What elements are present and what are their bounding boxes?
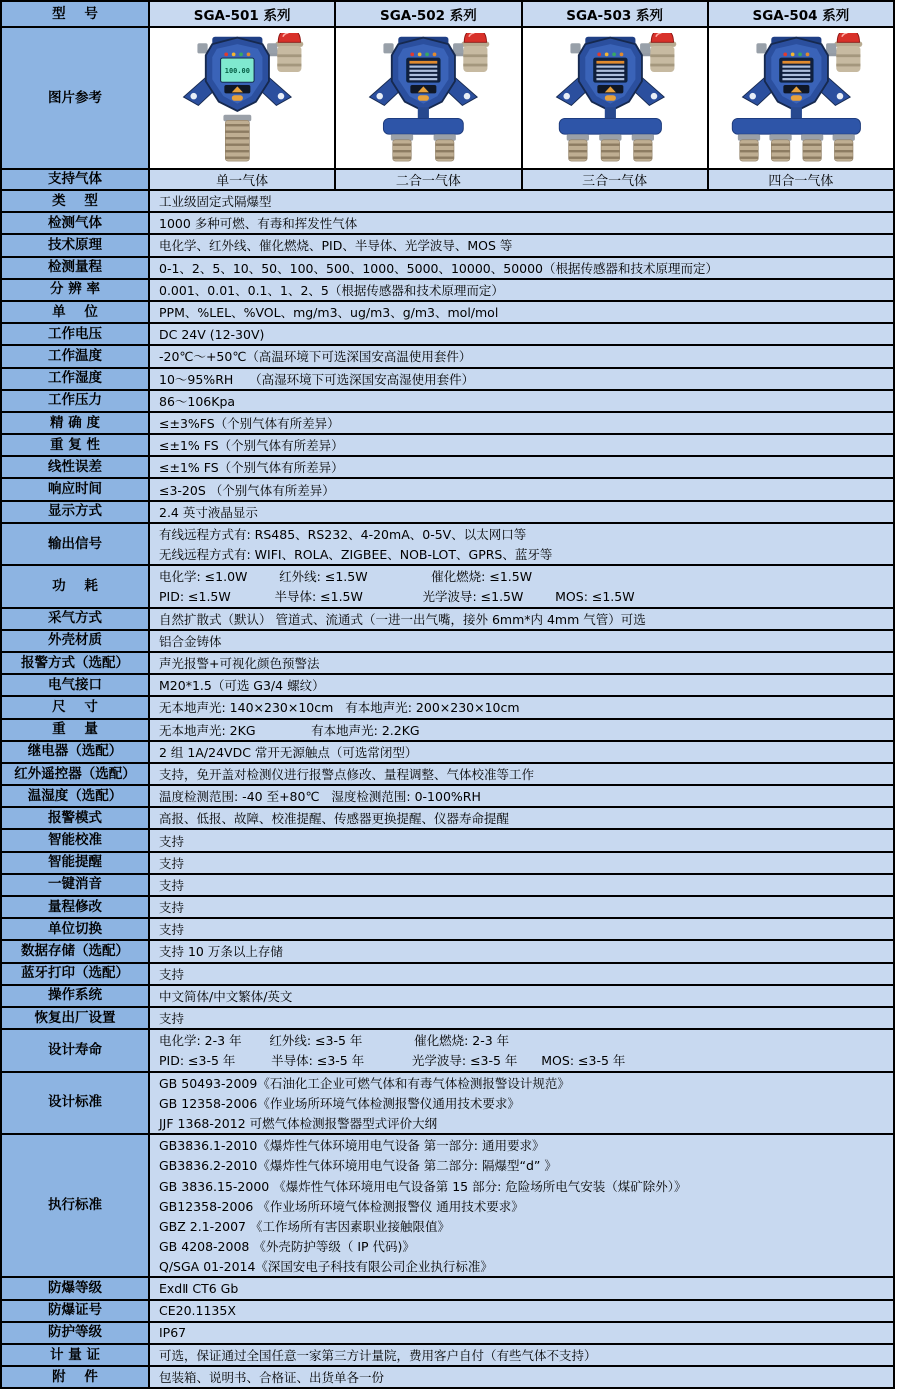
spec-row-value xyxy=(150,853,893,873)
spec-row-value xyxy=(150,830,893,850)
spec-row-value xyxy=(150,191,893,211)
spec-row-value xyxy=(150,742,893,762)
spec-row-label: 技术原理 xyxy=(2,235,148,255)
spec-value-line: 支持 10 万条以上存储 xyxy=(159,944,283,960)
gas-detector-illustration-2-probe xyxy=(344,33,512,163)
spec-row xyxy=(2,502,893,522)
spec-value-line: 支持 xyxy=(159,855,185,871)
spec-row xyxy=(2,235,893,255)
spec-row xyxy=(2,1008,893,1028)
spec-row xyxy=(2,830,893,850)
spec-row-value xyxy=(150,919,893,939)
gas-detector-illustration-4-probe xyxy=(717,33,885,163)
spec-value-line: GB3836.2-2010《爆炸性气体环境用电气设备 第二部分: 隔爆型“d” 》 xyxy=(159,1158,557,1174)
model-header-row xyxy=(2,2,893,26)
spec-row-value xyxy=(150,631,893,651)
spec-value-line: JJF 1368-2012 可燃气体检测报警器型式评价大纲 xyxy=(159,1115,438,1131)
spec-row-label: 工作湿度 xyxy=(2,369,148,389)
spec-row xyxy=(2,808,893,828)
spec-row xyxy=(2,853,893,873)
spec-row xyxy=(2,631,893,651)
spec-row xyxy=(2,1278,893,1298)
spec-row-label: 防爆证号 xyxy=(2,1301,148,1321)
spec-row-label: 一键消音 xyxy=(2,875,148,895)
spec-row-value xyxy=(150,720,893,740)
spec-row-label: 报警方式（选配） xyxy=(2,653,148,673)
spec-row-value xyxy=(150,1135,893,1276)
spec-row xyxy=(2,897,893,917)
spec-rows xyxy=(2,191,893,1387)
spec-value-line: 工业级固定式隔爆型 xyxy=(159,194,272,210)
spec-row-label: 单 位 xyxy=(2,302,148,322)
spec-row xyxy=(2,919,893,939)
image-row-label: 图片参考 xyxy=(2,28,148,168)
spec-row-label: 红外遥控器（选配） xyxy=(2,764,148,784)
spec-row-label: 检测量程 xyxy=(2,258,148,278)
spec-row-label: 蓝牙打印（选配） xyxy=(2,964,148,984)
spec-value-line: GB3836.1-2010《爆炸性气体环境用电气设备 第一部分: 通用要求》 xyxy=(159,1138,545,1154)
spec-row-value xyxy=(150,1345,893,1365)
spec-row-label: 计 量 证 xyxy=(2,1345,148,1365)
spec-value-line: ≤±3%FS（个别气体有所差异） xyxy=(159,415,340,431)
spec-row xyxy=(2,609,893,629)
spec-value-line: PPM、%LEL、%VOL、mg/m3、ug/m3、g/m3、mol/mol xyxy=(159,305,499,321)
spec-row-value xyxy=(150,1030,893,1070)
spec-row xyxy=(2,1030,893,1070)
spec-row-value xyxy=(150,764,893,784)
spec-row-value xyxy=(150,280,893,300)
spec-value-line: DC 24V (12-30V) xyxy=(159,326,265,342)
spec-row-value xyxy=(150,1323,893,1343)
spec-row-value xyxy=(150,808,893,828)
spec-value-line: 支持 xyxy=(159,922,185,938)
spec-value-line: ≤±1% FS（个别气体有所差异） xyxy=(159,438,344,454)
spec-row xyxy=(2,191,893,211)
gas-detector-illustration-1-probe xyxy=(158,33,326,163)
spec-row-value xyxy=(150,324,893,344)
spec-row-value xyxy=(150,1008,893,1028)
spec-row-label: 温湿度（选配） xyxy=(2,786,148,806)
spec-row-label: 精 确 度 xyxy=(2,413,148,433)
spec-row-value xyxy=(150,213,893,233)
product-image-sga-503 xyxy=(523,28,707,168)
spec-row xyxy=(2,213,893,233)
spec-value-line: 自然扩散式（默认） 管道式、流通式（一进一出气嘴，接外 6mm*内 4mm 气管）可选 xyxy=(159,611,646,627)
spec-value-line: 包装箱、说明书、合格证、出货单各一份 xyxy=(159,1370,385,1386)
spec-row-value xyxy=(150,391,893,411)
spec-value-line: -20℃～+50℃（高温环境下可选深国安高温使用套件） xyxy=(159,349,472,365)
spec-value-line: 86～106Kpa xyxy=(159,393,236,409)
spec-row-label: 功 耗 xyxy=(2,566,148,606)
spec-value-line: PID: ≤3-5 年 半导体: ≤3-5 年 光学波导: ≤3-5 年 MOS: ≤3-5 年 xyxy=(159,1053,626,1069)
spec-row xyxy=(2,346,893,366)
spec-row-value xyxy=(150,479,893,499)
spec-row-label: 设计寿命 xyxy=(2,1030,148,1070)
spec-row-label: 智能校准 xyxy=(2,830,148,850)
spec-row-value xyxy=(150,346,893,366)
gas-detector-illustration-3-probe xyxy=(531,33,699,163)
spec-row xyxy=(2,302,893,322)
spec-row-value xyxy=(150,502,893,522)
spec-row xyxy=(2,675,893,695)
spec-row-label: 线性误差 xyxy=(2,457,148,477)
gas-type-sga-503: 三合一气体 xyxy=(523,170,707,189)
gas-row-label: 支持气体 xyxy=(2,170,148,189)
spec-row xyxy=(2,1345,893,1365)
spec-row-label: 恢复出厂设置 xyxy=(2,1008,148,1028)
spec-row-value xyxy=(150,413,893,433)
spec-row-label: 分 辨 率 xyxy=(2,280,148,300)
spec-value-line: 电化学、红外线、催化燃烧、PID、半导体、光学波导、MOS 等 xyxy=(159,238,513,254)
spec-row xyxy=(2,941,893,961)
gas-type-sga-504: 四合一气体 xyxy=(709,170,893,189)
spec-row-label: 检测气体 xyxy=(2,213,148,233)
image-row xyxy=(2,28,893,168)
spec-row-value xyxy=(150,524,893,564)
spec-value-line: 0-1、2、5、10、50、100、500、1000、5000、10000、50000（根据传感器和技术原理而定） xyxy=(159,260,719,276)
spec-row-value xyxy=(150,675,893,695)
spec-value-line: GB12358-2006 《作业场所环境气体检测报警仪 通用技术要求》 xyxy=(159,1198,524,1214)
spec-row-value xyxy=(150,609,893,629)
product-image-sga-504 xyxy=(709,28,893,168)
spec-row xyxy=(2,1367,893,1387)
product-image-sga-502 xyxy=(336,28,520,168)
series-header-sga-503: SGA-503 系列 xyxy=(523,2,707,26)
spec-row-value xyxy=(150,1367,893,1387)
spec-row-label: 量程修改 xyxy=(2,897,148,917)
spec-row xyxy=(2,435,893,455)
spec-row xyxy=(2,653,893,673)
spec-row-label: 显示方式 xyxy=(2,502,148,522)
spec-row xyxy=(2,1073,893,1134)
spec-row-value xyxy=(150,986,893,1006)
spec-row-label: 附 件 xyxy=(2,1367,148,1387)
spec-value-line: GB 3836.15-2000 《爆炸性气体环境用电气设备第 15 部分: 危险场所电气安装（煤矿除外）》 xyxy=(159,1178,687,1194)
spec-value-line: 声光报警+可视化颜色预警法 xyxy=(159,656,320,672)
spec-row-value xyxy=(150,653,893,673)
spec-row-label: 防爆等级 xyxy=(2,1278,148,1298)
spec-row xyxy=(2,258,893,278)
spec-value-line: 10～95%RH （高湿环境下可选深国安高湿使用套件） xyxy=(159,371,475,387)
spec-row-label: 工作压力 xyxy=(2,391,148,411)
spec-row xyxy=(2,524,893,564)
model-row-label: 型 号 xyxy=(2,2,148,26)
spec-value-line: 电化学: 2-3 年 红外线: ≤3-5 年 催化燃烧: 2-3 年 xyxy=(159,1033,510,1049)
spec-value-line: GB 50493-2009《石油化工企业可燃气体和有毒气体检测报警设计规范》 xyxy=(159,1075,570,1091)
gas-type-sga-501: 单一气体 xyxy=(150,170,334,189)
spec-value-line: 支持 xyxy=(159,877,185,893)
spec-row-label: 报警模式 xyxy=(2,808,148,828)
spec-row xyxy=(2,986,893,1006)
spec-row-label: 继电器（选配） xyxy=(2,742,148,762)
spec-row-label: 工作电压 xyxy=(2,324,148,344)
spec-row xyxy=(2,964,893,984)
spec-value-line: GB 12358-2006《作业场所环境气体检测报警仪通用技术要求》 xyxy=(159,1095,520,1111)
spec-row-label: 数据存储（选配） xyxy=(2,941,148,961)
spec-row-label: 工作温度 xyxy=(2,346,148,366)
spec-value-line: 电化学: ≤1.0W 红外线: ≤1.5W 催化燃烧: ≤1.5W xyxy=(159,569,533,585)
spec-row-value xyxy=(150,235,893,255)
spec-value-line: ≤3-20S （个别气体有所差异） xyxy=(159,482,335,498)
spec-value-line: 支持 xyxy=(159,900,185,916)
spec-row xyxy=(2,875,893,895)
spec-row-label: 尺 寸 xyxy=(2,697,148,717)
spec-row-label: 类 型 xyxy=(2,191,148,211)
spec-row-value xyxy=(150,1301,893,1321)
spec-value-line: 中文简体/中文繁体/英文 xyxy=(159,988,293,1004)
spec-row-label: 重 量 xyxy=(2,720,148,740)
spec-row-value xyxy=(150,258,893,278)
spec-value-line: 铝合金铸体 xyxy=(159,633,222,649)
spec-row-label: 外壳材质 xyxy=(2,631,148,651)
spec-row-label: 单位切换 xyxy=(2,919,148,939)
spec-row-value xyxy=(150,786,893,806)
spec-row xyxy=(2,1323,893,1343)
spec-row-value xyxy=(150,369,893,389)
spec-value-line: 2 组 1A/24VDC 常开无源触点（可选常闭型） xyxy=(159,744,418,760)
spec-row-value xyxy=(150,566,893,606)
spec-row xyxy=(2,764,893,784)
spec-row-value xyxy=(150,964,893,984)
spec-row-label: 响应时间 xyxy=(2,479,148,499)
gas-type-sga-502: 二合一气体 xyxy=(336,170,520,189)
spec-row-label: 操作系统 xyxy=(2,986,148,1006)
spec-row xyxy=(2,457,893,477)
spec-value-line: 可选，保证通过全国任意一家第三方计量院，费用客户自付（有些气体不支持） xyxy=(159,1348,597,1364)
spec-row xyxy=(2,324,893,344)
series-header-sga-504: SGA-504 系列 xyxy=(709,2,893,26)
spec-row-value xyxy=(150,697,893,717)
spec-value-line: IP67 xyxy=(159,1325,187,1341)
spec-row-value xyxy=(150,1278,893,1298)
spec-row-value xyxy=(150,1073,893,1134)
spec-row-label: 电气接口 xyxy=(2,675,148,695)
gas-row xyxy=(2,170,893,189)
spec-row-label: 采气方式 xyxy=(2,609,148,629)
spec-row-label: 执行标准 xyxy=(2,1135,148,1276)
spec-row-value xyxy=(150,435,893,455)
spec-row xyxy=(2,720,893,740)
spec-row-value xyxy=(150,875,893,895)
spec-row xyxy=(2,413,893,433)
spec-row xyxy=(2,280,893,300)
spec-row xyxy=(2,1301,893,1321)
spec-row xyxy=(2,391,893,411)
spec-value-line: GB 4208-2008 《外壳防护等级（ IP 代码)》 xyxy=(159,1239,415,1255)
spec-value-line: CE20.1135X xyxy=(159,1303,236,1319)
spec-row xyxy=(2,697,893,717)
series-header-sga-502: SGA-502 系列 xyxy=(336,2,520,26)
product-image-sga-501 xyxy=(150,28,334,168)
spec-row xyxy=(2,742,893,762)
series-header-sga-501: SGA-501 系列 xyxy=(150,2,334,26)
spec-value-line: Q/SGA 01-2014《深国安电子科技有限公司企业执行标准》 xyxy=(159,1259,493,1275)
spec-value-line: 支持 xyxy=(159,966,185,982)
svg-text:100.00: 100.00 xyxy=(224,66,251,75)
spec-value-line: 高报、低报、故障、校准提醒、传感器更换提醒、仪器寿命提醒 xyxy=(159,811,510,827)
spec-row-label: 重 复 性 xyxy=(2,435,148,455)
spec-value-line: 2.4 英寸液晶显示 xyxy=(159,504,258,520)
spec-value-line: M20*1.5（可选 G3/4 螺纹） xyxy=(159,678,325,694)
spec-row-label: 输出信号 xyxy=(2,524,148,564)
spec-value-line: ≤±1% FS（个别气体有所差异） xyxy=(159,460,344,476)
spec-row-label: 设计标准 xyxy=(2,1073,148,1134)
spec-value-line: 支持，免开盖对检测仪进行报警点修改、量程调整、气体校准等工作 xyxy=(159,766,535,782)
spec-value-line: 支持 xyxy=(159,1011,185,1027)
spec-value-line: 无本地声光: 2KG 有本地声光: 2.2KG xyxy=(159,722,420,738)
spec-row xyxy=(2,1135,893,1276)
spec-value-line: 1000 多种可燃、有毒和挥发性气体 xyxy=(159,216,358,232)
spec-value-line: PID: ≤1.5W 半导体: ≤1.5W 光学波导: ≤1.5W MOS: ≤1.5W xyxy=(159,589,635,605)
spec-row xyxy=(2,369,893,389)
spec-row-value xyxy=(150,941,893,961)
spec-row-value xyxy=(150,457,893,477)
spec-row-label: 智能提醒 xyxy=(2,853,148,873)
spec-row xyxy=(2,786,893,806)
spec-value-line: 无线远程方式有: WIFI、ROLA、ZIGBEE、NOB-LOT、GPRS、蓝牙等 xyxy=(159,547,553,563)
spec-value-line: 无本地声光: 140×230×10cm 有本地声光: 200×230×10cm xyxy=(159,700,520,716)
spec-value-line: ExdⅡ CT6 Gb xyxy=(159,1280,239,1296)
spec-row xyxy=(2,479,893,499)
spec-value-line: 有线远程方式有: RS485、RS232、4-20mA、0-5V、以太网口等 xyxy=(159,526,527,542)
spec-row-label: 防护等级 xyxy=(2,1323,148,1343)
spec-value-line: 支持 xyxy=(159,833,185,849)
spec-value-line: 温度检测范围: -40 至+80℃ 湿度检测范围: 0-100%RH xyxy=(159,789,481,805)
spec-row xyxy=(2,566,893,606)
spec-row-value xyxy=(150,302,893,322)
spec-value-line: GBZ 2.1-2007 《工作场所有害因素职业接触限值》 xyxy=(159,1218,450,1234)
spec-row-value xyxy=(150,897,893,917)
spec-value-line: 0.001、0.01、0.1、1、2、5（根据传感器和技术原理而定） xyxy=(159,282,504,298)
